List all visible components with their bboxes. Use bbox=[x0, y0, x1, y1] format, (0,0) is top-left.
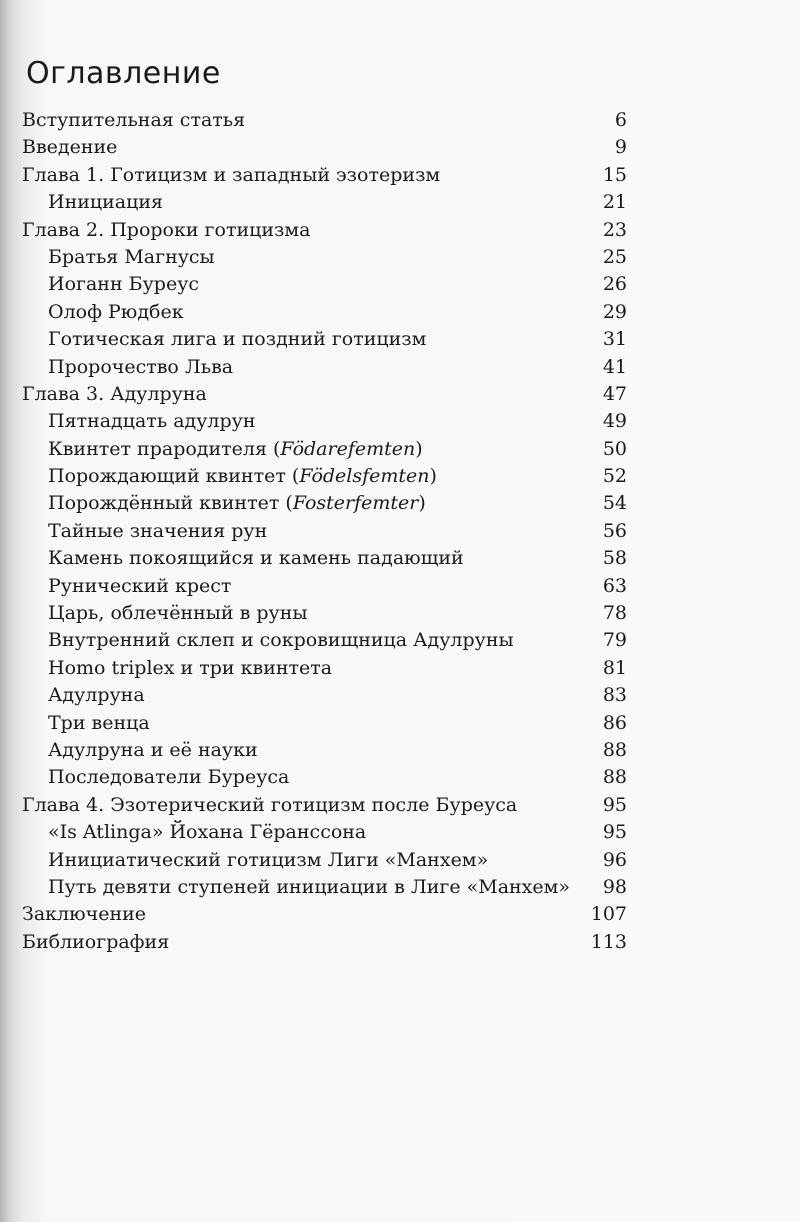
toc-entry-page-number: 98 bbox=[602, 875, 627, 898]
toc-entry bbox=[22, 381, 627, 408]
toc-entry-title bbox=[48, 682, 145, 709]
toc-entry bbox=[22, 874, 627, 901]
toc-entry-title bbox=[48, 408, 255, 435]
toc-entry bbox=[22, 244, 627, 271]
toc-entry bbox=[22, 299, 627, 326]
toc-entry-title bbox=[48, 710, 150, 737]
table-of-contents bbox=[22, 107, 627, 956]
toc-entry-page-number: 95 bbox=[602, 821, 627, 844]
toc-entry bbox=[22, 764, 627, 791]
toc-entry-title-text: Тайные значения рун bbox=[48, 519, 268, 542]
toc-entry-title-text: Глава 3. Адулруна bbox=[22, 382, 207, 405]
toc-entry-italic-term: Födarefemten bbox=[280, 437, 416, 460]
toc-entry-page-number: 6 bbox=[614, 109, 627, 131]
toc-entry bbox=[22, 545, 627, 572]
toc-entry-title-text: Олоф Рюдбек bbox=[48, 300, 184, 323]
toc-entry-title bbox=[48, 299, 184, 326]
toc-entry-title bbox=[22, 107, 245, 134]
toc-entry-page-number: 81 bbox=[602, 656, 627, 679]
toc-entry-title-text: Иоганн Буреус bbox=[48, 273, 200, 296]
toc-entry-title bbox=[48, 874, 570, 901]
toc-entry-page-number: 9 bbox=[614, 136, 627, 159]
toc-entry-page-number: 88 bbox=[602, 766, 627, 789]
toc-entry-title bbox=[48, 655, 332, 682]
toc-entry-title-text: Пророчество Льва bbox=[48, 355, 234, 378]
toc-entry-page-number: 54 bbox=[602, 492, 627, 515]
toc-entry bbox=[22, 408, 627, 435]
toc-entry-title-text: Homo triplex и три квинтета bbox=[48, 656, 333, 679]
toc-entry-closing-paren: ) bbox=[415, 437, 423, 460]
toc-entry-title bbox=[48, 737, 258, 764]
toc-entry-title-text: Вступительная статья bbox=[22, 109, 246, 131]
toc-entry-title bbox=[48, 490, 426, 517]
toc-entry bbox=[22, 518, 627, 545]
toc-entry-page-number: 25 bbox=[602, 245, 627, 268]
toc-entry-page-number: 47 bbox=[602, 382, 627, 405]
toc-entry bbox=[22, 573, 627, 600]
toc-entry-title bbox=[22, 901, 146, 928]
toc-entry-title bbox=[48, 819, 366, 846]
toc-entry bbox=[22, 463, 627, 490]
toc-entry bbox=[22, 710, 627, 737]
toc-entry-title-text: Квинтет прародителя ( bbox=[48, 437, 281, 460]
toc-entry-title-text: Путь девяти ступеней инициации в Лиге «Манхем» bbox=[48, 875, 571, 898]
toc-entry-title-text: Внутренний склеп и сокровищница Адулруны bbox=[48, 629, 514, 652]
toc-entry bbox=[22, 627, 627, 654]
toc-entry-page-number: 49 bbox=[602, 410, 627, 433]
toc-entry-title-text: Порождённый квинтет ( bbox=[48, 492, 293, 515]
toc-entry-page-number: 86 bbox=[602, 711, 627, 734]
toc-entry-page-number: 26 bbox=[602, 273, 627, 296]
toc-entry-title bbox=[48, 326, 426, 353]
toc-entry bbox=[22, 819, 627, 846]
toc-entry bbox=[22, 134, 627, 161]
toc-entry-title-text: Библиография bbox=[22, 930, 170, 953]
toc-entry bbox=[22, 737, 627, 764]
toc-entry-page-number: 50 bbox=[602, 437, 627, 460]
toc-entry bbox=[22, 189, 627, 216]
toc-entry-title-text: Порождающий квинтет ( bbox=[48, 465, 300, 488]
toc-entry bbox=[22, 271, 627, 298]
toc-entry bbox=[22, 217, 627, 244]
toc-entry-title-text: Готическая лига и поздний готицизм bbox=[48, 328, 427, 351]
toc-entry-title-text: Адулруна и её науки bbox=[48, 738, 258, 761]
page-title: Оглавление bbox=[26, 56, 221, 91]
toc-entry-title-text: «Is Atlinga» Йохана Гёранссона bbox=[48, 821, 367, 844]
toc-entry-title bbox=[48, 354, 233, 381]
toc-entry-page-number: 78 bbox=[602, 602, 627, 625]
toc-entry bbox=[22, 436, 627, 463]
toc-entry-title bbox=[48, 764, 289, 791]
toc-entry-title-text: Заключение bbox=[22, 903, 147, 926]
toc-entry-title-text: Царь, облечённый в руны bbox=[48, 602, 308, 625]
toc-entry-closing-paren: ) bbox=[429, 465, 437, 488]
toc-entry-page-number: 52 bbox=[602, 465, 627, 488]
toc-entry-title bbox=[48, 573, 231, 600]
toc-entry-page-number: 31 bbox=[602, 328, 627, 351]
toc-entry-page-number: 96 bbox=[602, 848, 627, 871]
toc-entry-page-number: 58 bbox=[602, 547, 627, 570]
toc-entry-page-number: 56 bbox=[602, 519, 627, 542]
toc-entry-title bbox=[48, 545, 464, 572]
toc-entry-page-number: 79 bbox=[602, 629, 627, 652]
toc-entry-page-number: 21 bbox=[602, 191, 627, 214]
toc-entry-title bbox=[48, 627, 514, 654]
toc-entry bbox=[22, 929, 627, 956]
toc-entry-title bbox=[22, 929, 169, 956]
toc-entry-page-number: 88 bbox=[602, 738, 627, 761]
toc-entry-title-text: Введение bbox=[22, 136, 118, 159]
toc-entry-title bbox=[22, 381, 207, 408]
toc-entry-page-number: 83 bbox=[602, 684, 627, 707]
toc-entry-title-text: Глава 4. Эзотерический готицизм после Буреуса bbox=[22, 793, 518, 816]
toc-entry bbox=[22, 354, 627, 381]
toc-entry-title-text: Инициация bbox=[48, 191, 163, 214]
toc-entry-title bbox=[22, 162, 440, 189]
toc-entry-title-text: Инициатический готицизм Лиги «Манхем» bbox=[48, 848, 489, 871]
toc-entry bbox=[22, 847, 627, 874]
toc-entry bbox=[22, 655, 627, 682]
toc-entry-title bbox=[48, 271, 199, 298]
toc-entry bbox=[22, 901, 627, 928]
toc-entry-page-number: 63 bbox=[602, 574, 627, 597]
toc-entry-title-text: Последователи Буреуса bbox=[48, 766, 290, 789]
toc-entry bbox=[22, 326, 627, 353]
toc-entry bbox=[22, 107, 627, 134]
toc-entry bbox=[22, 600, 627, 627]
toc-entry-page-number: 23 bbox=[602, 218, 627, 241]
toc-entry-page-number: 113 bbox=[590, 930, 627, 953]
toc-entry-title-text: Камень покоящийся и камень падающий bbox=[48, 547, 464, 570]
toc-entry-title bbox=[48, 847, 488, 874]
toc-entry-closing-paren: ) bbox=[418, 492, 426, 515]
toc-entry bbox=[22, 490, 627, 517]
toc-entry-title-text: Братья Магнусы bbox=[48, 245, 215, 268]
toc-entry-title bbox=[48, 189, 163, 216]
toc-entry bbox=[22, 682, 627, 709]
toc-entry-title-text: Адулруна bbox=[48, 684, 145, 707]
toc-entry bbox=[22, 792, 627, 819]
toc-entry-title bbox=[48, 244, 215, 271]
toc-entry-page-number: 15 bbox=[602, 163, 627, 186]
toc-entry-italic-term: Fosterfemter bbox=[292, 492, 419, 515]
toc-entry-title bbox=[22, 792, 517, 819]
toc-entry-title bbox=[22, 217, 310, 244]
toc-entry-title-text: Рунический крест bbox=[48, 574, 232, 597]
toc-entry-title bbox=[22, 134, 117, 161]
toc-entry-page-number: 107 bbox=[590, 903, 627, 926]
toc-entry-page-number: 41 bbox=[602, 355, 627, 378]
toc-entry-title-text: Пятнадцать адулрун bbox=[48, 410, 256, 433]
toc-entry-title bbox=[48, 518, 267, 545]
toc-entry bbox=[22, 162, 627, 189]
toc-entry-page-number: 29 bbox=[602, 300, 627, 323]
toc-entry-italic-term: Födelsfemten bbox=[299, 465, 430, 488]
toc-entry-page-number: 95 bbox=[602, 793, 627, 816]
toc-entry-title-text: Три венца bbox=[48, 711, 150, 734]
toc-entry-title-text: Глава 2. Пророки готицизма bbox=[22, 218, 311, 241]
toc-entry-title bbox=[48, 463, 437, 490]
toc-entry-title-text: Глава 1. Готицизм и западный эзотеризм bbox=[22, 163, 441, 186]
toc-entry-title bbox=[48, 600, 308, 627]
toc-entry-title bbox=[48, 436, 423, 463]
